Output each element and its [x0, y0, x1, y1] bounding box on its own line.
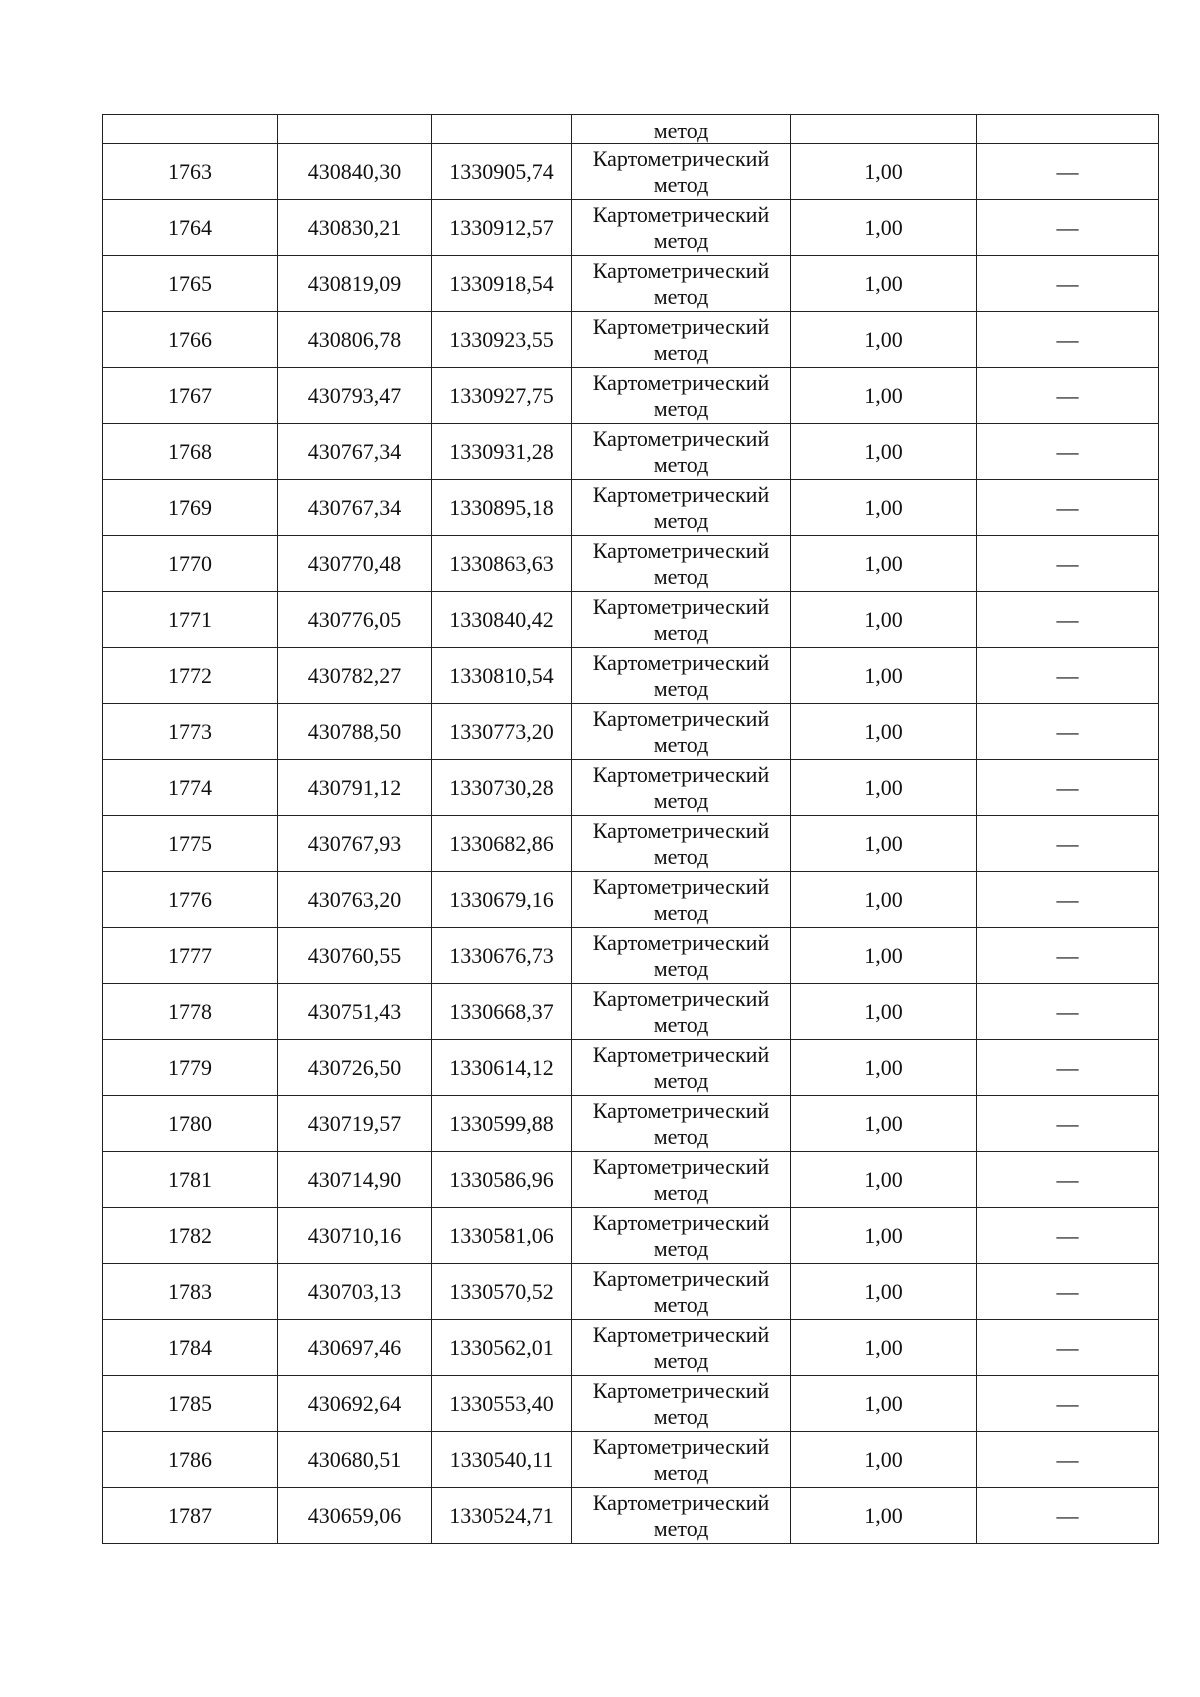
- accuracy-cell: 1,00: [791, 200, 977, 256]
- method-cell: [572, 1152, 791, 1208]
- continued-cell-num: [103, 115, 278, 144]
- x-coordinate-cell: 430788,50: [278, 704, 432, 760]
- dash-mark: —: [1056, 774, 1079, 800]
- method-line-2: метод: [653, 1347, 709, 1373]
- point-number-cell: 1781: [103, 1152, 278, 1208]
- table-row: [103, 760, 1159, 816]
- accuracy-cell: 1,00: [791, 1152, 977, 1208]
- dash-mark: —: [1056, 1110, 1079, 1136]
- note-cell: [977, 648, 1159, 704]
- x-coordinate-cell: 430680,51: [278, 1432, 432, 1488]
- table-row: [103, 1320, 1159, 1376]
- note-cell: [977, 480, 1159, 536]
- accuracy-cell: 1,00: [791, 760, 977, 816]
- table-row: [103, 872, 1159, 928]
- note-cell: [977, 984, 1159, 1040]
- dash-mark: —: [1056, 662, 1079, 688]
- point-number-cell: 1772: [103, 648, 278, 704]
- y-coordinate-cell: 1330679,16: [432, 872, 572, 928]
- dash-mark: —: [1056, 1390, 1079, 1416]
- dash-mark: —: [1056, 1278, 1079, 1304]
- method-line-2: метод: [653, 619, 709, 645]
- table-row: [103, 1488, 1159, 1544]
- note-cell: [977, 872, 1159, 928]
- method-line-2: метод: [653, 171, 709, 197]
- accuracy-cell: 1,00: [791, 1040, 977, 1096]
- method-cell: [572, 1376, 791, 1432]
- method-line-1: Картометрический: [592, 705, 770, 731]
- y-coordinate-cell: 1330912,57: [432, 200, 572, 256]
- accuracy-cell: 1,00: [791, 1432, 977, 1488]
- method-line-2: метод: [653, 563, 709, 589]
- dash-mark: —: [1056, 214, 1079, 240]
- method-cell: [572, 928, 791, 984]
- x-coordinate-cell: 430719,57: [278, 1096, 432, 1152]
- method-line-1: Картометрический: [592, 1489, 770, 1515]
- dash-mark: —: [1056, 1334, 1079, 1360]
- x-coordinate-cell: 430776,05: [278, 592, 432, 648]
- x-coordinate-cell: 430830,21: [278, 200, 432, 256]
- x-coordinate-cell: 430770,48: [278, 536, 432, 592]
- x-coordinate-cell: 430659,06: [278, 1488, 432, 1544]
- method-line-2: метод: [653, 1403, 709, 1429]
- table-row: [103, 816, 1159, 872]
- point-number-cell: 1786: [103, 1432, 278, 1488]
- note-cell: [977, 1208, 1159, 1264]
- note-cell: [977, 1152, 1159, 1208]
- table-row: [103, 312, 1159, 368]
- point-number-cell: 1776: [103, 872, 278, 928]
- x-coordinate-cell: 430806,78: [278, 312, 432, 368]
- point-number-cell: 1764: [103, 200, 278, 256]
- continued-cell-y: [432, 115, 572, 144]
- x-coordinate-cell: 430692,64: [278, 1376, 432, 1432]
- method-line-1: Картометрический: [592, 985, 770, 1011]
- dash-mark: —: [1056, 494, 1079, 520]
- table-row: [103, 1376, 1159, 1432]
- dash-mark: —: [1056, 438, 1079, 464]
- dash-mark: —: [1056, 1222, 1079, 1248]
- table-row: [103, 1264, 1159, 1320]
- point-number-cell: 1770: [103, 536, 278, 592]
- accuracy-cell: 1,00: [791, 256, 977, 312]
- point-number-cell: 1777: [103, 928, 278, 984]
- method-line-1: Картометрический: [592, 929, 770, 955]
- x-coordinate-cell: 430767,93: [278, 816, 432, 872]
- x-coordinate-cell: 430763,20: [278, 872, 432, 928]
- accuracy-cell: 1,00: [791, 1096, 977, 1152]
- y-coordinate-cell: 1330923,55: [432, 312, 572, 368]
- method-line-1: Картометрический: [592, 537, 770, 563]
- method-cell: [572, 536, 791, 592]
- table-row: [103, 200, 1159, 256]
- method-line-1: Картометрический: [592, 873, 770, 899]
- method-line-2: метод: [653, 339, 709, 365]
- method-line-1: Картометрический: [592, 257, 770, 283]
- y-coordinate-cell: 1330581,06: [432, 1208, 572, 1264]
- point-number-cell: 1774: [103, 760, 278, 816]
- note-cell: [977, 1040, 1159, 1096]
- method-line-1: Картометрический: [592, 1041, 770, 1067]
- method-line-2: метод: [653, 283, 709, 309]
- note-cell: [977, 1096, 1159, 1152]
- point-number-cell: 1765: [103, 256, 278, 312]
- dash-mark: —: [1056, 830, 1079, 856]
- point-number-cell: 1771: [103, 592, 278, 648]
- point-number-cell: 1785: [103, 1376, 278, 1432]
- x-coordinate-cell: 430767,34: [278, 424, 432, 480]
- method-line-2: метод: [653, 1011, 709, 1037]
- note-cell: [977, 1376, 1159, 1432]
- continued-cell-accuracy: [791, 115, 977, 144]
- method-line-1: Картометрический: [592, 481, 770, 507]
- method-line-2: метод: [653, 787, 709, 813]
- method-line-1: Картометрический: [592, 761, 770, 787]
- dash-mark: —: [1056, 1446, 1079, 1472]
- x-coordinate-cell: 430782,27: [278, 648, 432, 704]
- y-coordinate-cell: 1330524,71: [432, 1488, 572, 1544]
- method-cell: [572, 984, 791, 1040]
- dash-mark: —: [1056, 886, 1079, 912]
- method-line-1: Картометрический: [592, 1377, 770, 1403]
- method-line-1: Картометрический: [592, 593, 770, 619]
- method-cell: [572, 256, 791, 312]
- method-line-1: Картометрический: [592, 817, 770, 843]
- note-cell: [977, 536, 1159, 592]
- x-coordinate-cell: 430697,46: [278, 1320, 432, 1376]
- method-cell: [572, 872, 791, 928]
- point-number-cell: 1782: [103, 1208, 278, 1264]
- continued-cell-note: [977, 115, 1159, 144]
- accuracy-cell: 1,00: [791, 368, 977, 424]
- method-line-1: Картометрический: [592, 1209, 770, 1235]
- method-line-1: Картометрический: [592, 201, 770, 227]
- method-cell: [572, 1488, 791, 1544]
- method-line-1: Картометрический: [592, 1265, 770, 1291]
- accuracy-cell: 1,00: [791, 1488, 977, 1544]
- accuracy-cell: 1,00: [791, 536, 977, 592]
- method-line-2: метод: [653, 1459, 709, 1485]
- point-number-cell: 1779: [103, 1040, 278, 1096]
- point-number-cell: 1783: [103, 1264, 278, 1320]
- point-number-cell: 1780: [103, 1096, 278, 1152]
- accuracy-cell: 1,00: [791, 648, 977, 704]
- dash-mark: —: [1056, 1502, 1079, 1528]
- y-coordinate-cell: 1330730,28: [432, 760, 572, 816]
- method-line-2: метод: [653, 955, 709, 981]
- method-cell: [572, 1208, 791, 1264]
- note-cell: [977, 592, 1159, 648]
- method-cell: [572, 200, 791, 256]
- y-coordinate-cell: 1330773,20: [432, 704, 572, 760]
- note-cell: [977, 1320, 1159, 1376]
- method-line-1: Картометрический: [592, 313, 770, 339]
- accuracy-cell: 1,00: [791, 928, 977, 984]
- y-coordinate-cell: 1330614,12: [432, 1040, 572, 1096]
- accuracy-cell: 1,00: [791, 480, 977, 536]
- table-row: [103, 984, 1159, 1040]
- y-coordinate-cell: 1330586,96: [432, 1152, 572, 1208]
- method-cell: [572, 1320, 791, 1376]
- x-coordinate-cell: 430760,55: [278, 928, 432, 984]
- x-coordinate-cell: 430703,13: [278, 1264, 432, 1320]
- method-cell: [572, 704, 791, 760]
- x-coordinate-cell: 430791,12: [278, 760, 432, 816]
- point-number-cell: 1787: [103, 1488, 278, 1544]
- y-coordinate-cell: 1330840,42: [432, 592, 572, 648]
- method-cell: [572, 1264, 791, 1320]
- y-coordinate-cell: 1330810,54: [432, 648, 572, 704]
- continued-row: [103, 115, 1159, 144]
- accuracy-cell: 1,00: [791, 872, 977, 928]
- table-row: [103, 592, 1159, 648]
- y-coordinate-cell: 1330553,40: [432, 1376, 572, 1432]
- method-line-2: метод: [653, 1179, 709, 1205]
- method-line-1: Картометрический: [592, 425, 770, 451]
- dash-mark: —: [1056, 1166, 1079, 1192]
- y-coordinate-cell: 1330570,52: [432, 1264, 572, 1320]
- accuracy-cell: 1,00: [791, 592, 977, 648]
- method-cell: [572, 424, 791, 480]
- table-row: [103, 424, 1159, 480]
- accuracy-cell: 1,00: [791, 984, 977, 1040]
- dash-mark: —: [1056, 1054, 1079, 1080]
- continued-cell-x: [278, 115, 432, 144]
- continued-cell-method: метод: [572, 115, 791, 144]
- table-row: [103, 480, 1159, 536]
- accuracy-cell: 1,00: [791, 1208, 977, 1264]
- x-coordinate-cell: 430793,47: [278, 368, 432, 424]
- method-line-2: метод: [653, 1123, 709, 1149]
- method-cell: [572, 816, 791, 872]
- accuracy-cell: 1,00: [791, 144, 977, 200]
- method-line-2: метод: [653, 899, 709, 925]
- method-cell: [572, 592, 791, 648]
- note-cell: [977, 200, 1159, 256]
- note-cell: [977, 256, 1159, 312]
- y-coordinate-cell: 1330562,01: [432, 1320, 572, 1376]
- method-line-1: Картометрический: [592, 649, 770, 675]
- method-cell: [572, 312, 791, 368]
- x-coordinate-cell: 430840,30: [278, 144, 432, 200]
- y-coordinate-cell: 1330676,73: [432, 928, 572, 984]
- method-cell: [572, 648, 791, 704]
- x-coordinate-cell: 430714,90: [278, 1152, 432, 1208]
- note-cell: [977, 1264, 1159, 1320]
- method-cell: [572, 760, 791, 816]
- x-coordinate-cell: 430726,50: [278, 1040, 432, 1096]
- method-line-2: метод: [653, 731, 709, 757]
- method-line-1: Картометрический: [592, 145, 770, 171]
- table-row: [103, 1152, 1159, 1208]
- point-number-cell: 1763: [103, 144, 278, 200]
- note-cell: [977, 368, 1159, 424]
- method-line-2: метод: [653, 507, 709, 533]
- point-number-cell: 1775: [103, 816, 278, 872]
- note-cell: [977, 816, 1159, 872]
- note-cell: [977, 1432, 1159, 1488]
- table-row: [103, 704, 1159, 760]
- point-number-cell: 1767: [103, 368, 278, 424]
- method-line-2: метод: [653, 1515, 709, 1541]
- dash-mark: —: [1056, 942, 1079, 968]
- method-line-2: метод: [653, 1067, 709, 1093]
- table-row: [103, 1208, 1159, 1264]
- dash-mark: —: [1056, 998, 1079, 1024]
- method-line-2: метод: [653, 1291, 709, 1317]
- method-line-2: метод: [653, 451, 709, 477]
- note-cell: [977, 928, 1159, 984]
- method-line-1: Картометрический: [592, 1433, 770, 1459]
- method-line-2: метод: [653, 1235, 709, 1261]
- y-coordinate-cell: 1330918,54: [432, 256, 572, 312]
- y-coordinate-cell: 1330927,75: [432, 368, 572, 424]
- note-cell: [977, 424, 1159, 480]
- method-cell: [572, 368, 791, 424]
- point-number-cell: 1768: [103, 424, 278, 480]
- note-cell: [977, 312, 1159, 368]
- method-cell: [572, 1096, 791, 1152]
- y-coordinate-cell: 1330599,88: [432, 1096, 572, 1152]
- x-coordinate-cell: 430767,34: [278, 480, 432, 536]
- x-coordinate-cell: 430710,16: [278, 1208, 432, 1264]
- method-line-1: Картометрический: [592, 1097, 770, 1123]
- note-cell: [977, 144, 1159, 200]
- point-number-cell: 1769: [103, 480, 278, 536]
- y-coordinate-cell: 1330668,37: [432, 984, 572, 1040]
- method-line-2: метод: [653, 395, 709, 421]
- method-line-1: Картометрический: [592, 1153, 770, 1179]
- accuracy-cell: 1,00: [791, 312, 977, 368]
- method-line-1: Картометрический: [592, 369, 770, 395]
- y-coordinate-cell: 1330863,63: [432, 536, 572, 592]
- accuracy-cell: 1,00: [791, 1320, 977, 1376]
- note-cell: [977, 760, 1159, 816]
- accuracy-cell: 1,00: [791, 1376, 977, 1432]
- dash-mark: —: [1056, 158, 1079, 184]
- method-cell: [572, 1432, 791, 1488]
- accuracy-cell: 1,00: [791, 424, 977, 480]
- method-line-1: Картометрический: [592, 1321, 770, 1347]
- table-row: [103, 1040, 1159, 1096]
- x-coordinate-cell: 430751,43: [278, 984, 432, 1040]
- accuracy-cell: 1,00: [791, 704, 977, 760]
- note-cell: [977, 704, 1159, 760]
- point-number-cell: 1766: [103, 312, 278, 368]
- dash-mark: —: [1056, 326, 1079, 352]
- table-row: [103, 648, 1159, 704]
- y-coordinate-cell: 1330682,86: [432, 816, 572, 872]
- accuracy-cell: 1,00: [791, 816, 977, 872]
- accuracy-cell: 1,00: [791, 1264, 977, 1320]
- method-line-2: метод: [653, 227, 709, 253]
- x-coordinate-cell: 430819,09: [278, 256, 432, 312]
- table-row: [103, 1432, 1159, 1488]
- dash-mark: —: [1056, 550, 1079, 576]
- y-coordinate-cell: 1330895,18: [432, 480, 572, 536]
- y-coordinate-cell: 1330931,28: [432, 424, 572, 480]
- table-row: [103, 1096, 1159, 1152]
- coordinates-table-body: [103, 115, 1159, 1544]
- method-line-2: метод: [653, 675, 709, 701]
- point-number-cell: 1784: [103, 1320, 278, 1376]
- table-row: [103, 928, 1159, 984]
- coordinates-table: [102, 114, 1159, 1544]
- dash-mark: —: [1056, 606, 1079, 632]
- point-number-cell: 1773: [103, 704, 278, 760]
- dash-mark: —: [1056, 270, 1079, 296]
- dash-mark: —: [1056, 382, 1079, 408]
- table-row: [103, 536, 1159, 592]
- point-number-cell: 1778: [103, 984, 278, 1040]
- table-row: [103, 256, 1159, 312]
- dash-mark: —: [1056, 718, 1079, 744]
- y-coordinate-cell: 1330905,74: [432, 144, 572, 200]
- method-cell: [572, 1040, 791, 1096]
- y-coordinate-cell: 1330540,11: [432, 1432, 572, 1488]
- table-row: [103, 144, 1159, 200]
- method-cell: [572, 480, 791, 536]
- note-cell: [977, 1488, 1159, 1544]
- method-cell: [572, 144, 791, 200]
- method-line-2: метод: [653, 843, 709, 869]
- table-row: [103, 368, 1159, 424]
